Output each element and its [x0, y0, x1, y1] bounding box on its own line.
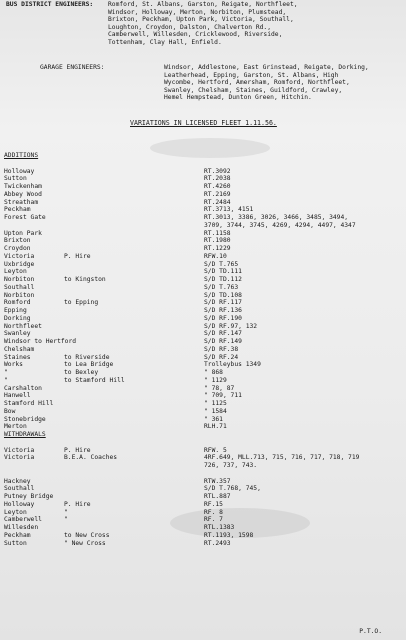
row-vehicles: RT.3713, 4151: [204, 206, 254, 214]
row-garage: Leyton: [4, 268, 27, 276]
row-vehicles: RLH.71: [204, 423, 227, 431]
row-vehicles: " 1125: [204, 400, 227, 407]
row-note: to Riverside: [64, 353, 110, 361]
row-garage: Victoria: [4, 454, 35, 462]
row-garage: Hanwell: [4, 392, 31, 400]
row-garage: Brixton: [4, 237, 31, 245]
row-vehicles: S/D T.765: [204, 260, 239, 268]
row-note: " New Cross: [64, 539, 106, 547]
garage-engineers-line: Windsor, Addlestone, East Grinstead, Reigate, Dorking,: [164, 64, 369, 71]
row-garage: Upton Park: [4, 229, 42, 237]
row-garage: Leyton: [4, 508, 27, 516]
row-vehicles: S/D RF.147: [204, 330, 242, 338]
row-vehicles: S/D RF.190: [204, 314, 242, 322]
row-garage: Southall: [4, 485, 35, 493]
garage-engineers-list: [164, 64, 369, 102]
row-garage: Victoria: [4, 446, 35, 454]
row-garage: Twickenham: [4, 183, 42, 190]
row-vehicles: RF.15: [204, 500, 223, 508]
row-vehicles: S/D T.763: [204, 283, 239, 291]
row-vehicles: S/D RF.97, 132: [204, 322, 258, 330]
row-vehicles: " 78, 87: [204, 384, 235, 392]
row-vehicles: S/D RF.24: [204, 353, 239, 361]
row-vehicles: " 361: [204, 415, 223, 423]
row-note: to Bexley: [64, 369, 99, 376]
row-garage: Stamford Hill: [4, 400, 54, 407]
bus-engineers-line: Tottenham, Clay Hall, Enfield.: [108, 38, 222, 46]
row-garage: Sutton: [4, 539, 27, 547]
row-vehicles: RT.3092: [204, 167, 231, 175]
row-garage: Hackney: [4, 477, 31, 485]
row-note: to Lea Bridge: [64, 361, 114, 369]
row-note: to New Cross: [64, 531, 110, 539]
row-vehicles: RT.1193, 1598: [204, 531, 254, 539]
row-garage: ": [4, 376, 8, 384]
row-garage: Abbey Wood: [4, 190, 42, 198]
row-vehicles: RFW. 5: [204, 446, 227, 454]
row-garage: Windsor to Hertford: [4, 338, 77, 345]
row-vehicles: 726, 737, 743.: [204, 462, 258, 469]
row-garage: Stonebridge: [4, 415, 46, 423]
row-vehicles: S/D TD.108: [204, 291, 242, 299]
row-garage: Peckham: [4, 531, 31, 539]
row-garage: Victoria: [4, 252, 35, 260]
row-garage: Swanley: [4, 330, 31, 338]
row-note: to Kingston: [64, 276, 106, 283]
row-note: ": [64, 508, 68, 516]
row-vehicles: S/D RF.136: [204, 307, 242, 314]
garage-engineers-line: Hemel Hempstead, Dunton Green, Hitchin.: [164, 94, 312, 102]
row-garage: Dorking: [4, 314, 31, 322]
row-vehicles: RT.2038: [204, 175, 231, 183]
row-garage: Romford: [4, 299, 31, 307]
row-garage: Streatham: [4, 198, 39, 206]
garage-engineers-line: Leatherhead, Epping, Garston, St. Albans, High: [164, 71, 339, 79]
garage-engineers-line: Swanley, Chelsham, Staines, Guildford, Crawley,: [164, 86, 343, 94]
row-garage: Norbiton: [4, 291, 35, 299]
row-garage: Epping: [4, 307, 27, 314]
row-garage: Merton: [4, 423, 27, 431]
garage-engineers-line: Wycombe, Hertford, Amersham, Romford, Northfleet,: [164, 79, 350, 87]
row-garage: Norbiton: [4, 276, 35, 283]
row-vehicles: 4RF.649, MLL.713, 715, 716, 717, 718, 719: [204, 454, 360, 462]
row-vehicles: RT.2493: [204, 539, 231, 547]
footer-pto: P.T.O.: [359, 628, 382, 635]
row-vehicles: RT.1229: [204, 245, 231, 252]
row-vehicles: 3709, 3744, 3745, 4269, 4294, 4497, 4347: [204, 221, 356, 229]
row-vehicles: " 709, 711: [204, 392, 242, 400]
bus-engineers-line: Loughton, Croydon, Dalston, Chalverton Rd.,: [108, 23, 272, 31]
row-vehicles: RTL.887: [204, 493, 231, 500]
row-garage: Works: [4, 361, 23, 369]
row-garage: Carshalton: [4, 384, 42, 392]
row-vehicles: S/D RF.149: [204, 338, 242, 345]
row-garage: Bow: [4, 407, 16, 415]
row-garage: Southall: [4, 283, 35, 291]
row-vehicles: S/D T.768, 745,: [204, 485, 261, 493]
row-vehicles: RF. 7: [204, 516, 223, 524]
row-note: to Epping: [64, 299, 99, 307]
bus-engineers-line: Windsor, Holloway, Merton, Norbiton, Plumstead,: [108, 8, 287, 16]
row-vehicles: S/D TD.111: [204, 268, 242, 276]
row-garage: Staines: [4, 353, 31, 361]
row-note: P. Hire: [64, 500, 91, 508]
row-garage: Holloway: [4, 500, 35, 508]
row-vehicles: S/D RF.117: [204, 299, 242, 307]
row-vehicles: RTL.1383: [204, 524, 235, 531]
row-vehicles: RTW.357: [204, 477, 231, 485]
row-vehicles: RT.2484: [204, 198, 231, 206]
row-garage: Sutton: [4, 175, 27, 183]
row-garage: Peckham: [4, 206, 31, 214]
row-garage: Willesden: [4, 524, 39, 531]
garage-engineers-label: GARAGE ENGINEERS:: [40, 64, 105, 71]
row-vehicles: RF. 8: [204, 508, 223, 516]
row-note: P. Hire: [64, 252, 91, 260]
row-vehicles: RFW.10: [204, 252, 227, 260]
row-garage: Croydon: [4, 245, 31, 252]
row-vehicles: Trolleybus 1349: [204, 361, 261, 369]
row-garage: Forest Gate: [4, 214, 46, 221]
row-vehicles: " 868: [204, 369, 223, 376]
row-garage: Chelsham: [4, 345, 35, 353]
row-note: P. Hire: [64, 446, 91, 454]
row-vehicles: RT.1158: [204, 229, 231, 237]
bus-engineers-label: BUS DISTRICT ENGINEERS:: [6, 1, 94, 8]
row-note: B.E.A. Coaches: [64, 454, 118, 462]
row-vehicles: " 1129: [204, 376, 227, 384]
row-garage: ": [4, 369, 8, 376]
row-garage: WITHDRAWALS: [4, 431, 46, 438]
row-garage: ADDITIONS: [4, 152, 39, 159]
row-vehicles: RT.2169: [204, 190, 231, 198]
row-vehicles: S/D RF.38: [204, 345, 239, 353]
bus-engineers-line: Brixton, Peckham, Upton Park, Victoria, Southall,: [108, 16, 294, 24]
row-note: ": [64, 516, 68, 524]
row-garage: Putney Bridge: [4, 493, 54, 500]
row-vehicles: RT.1980: [204, 237, 231, 245]
row-vehicles: RT.4260: [204, 183, 231, 190]
row-garage: Holloway: [4, 167, 35, 175]
bus-engineers-list: [108, 1, 298, 47]
row-vehicles: " 1584: [204, 407, 227, 415]
bus-engineers-line: Camberwell, Willesden, Cricklewood, Riverside,: [108, 31, 283, 39]
page-title: VARIATIONS IN LICENSED FLEET 1.11.56.: [130, 119, 277, 127]
row-note: to Stamford Hill: [64, 376, 125, 384]
row-vehicles: S/D TD.112: [204, 276, 242, 283]
row-garage: Northfleet: [4, 322, 42, 330]
row-garage: Uxbridge: [4, 260, 35, 268]
row-vehicles: RT.3013, 3386, 3026, 3466, 3485, 3494,: [204, 214, 349, 221]
row-garage: Camberwell: [4, 516, 42, 524]
bus-engineers-line: Romford, St. Albans, Garston, Reigate, Northfleet,: [108, 1, 298, 8]
